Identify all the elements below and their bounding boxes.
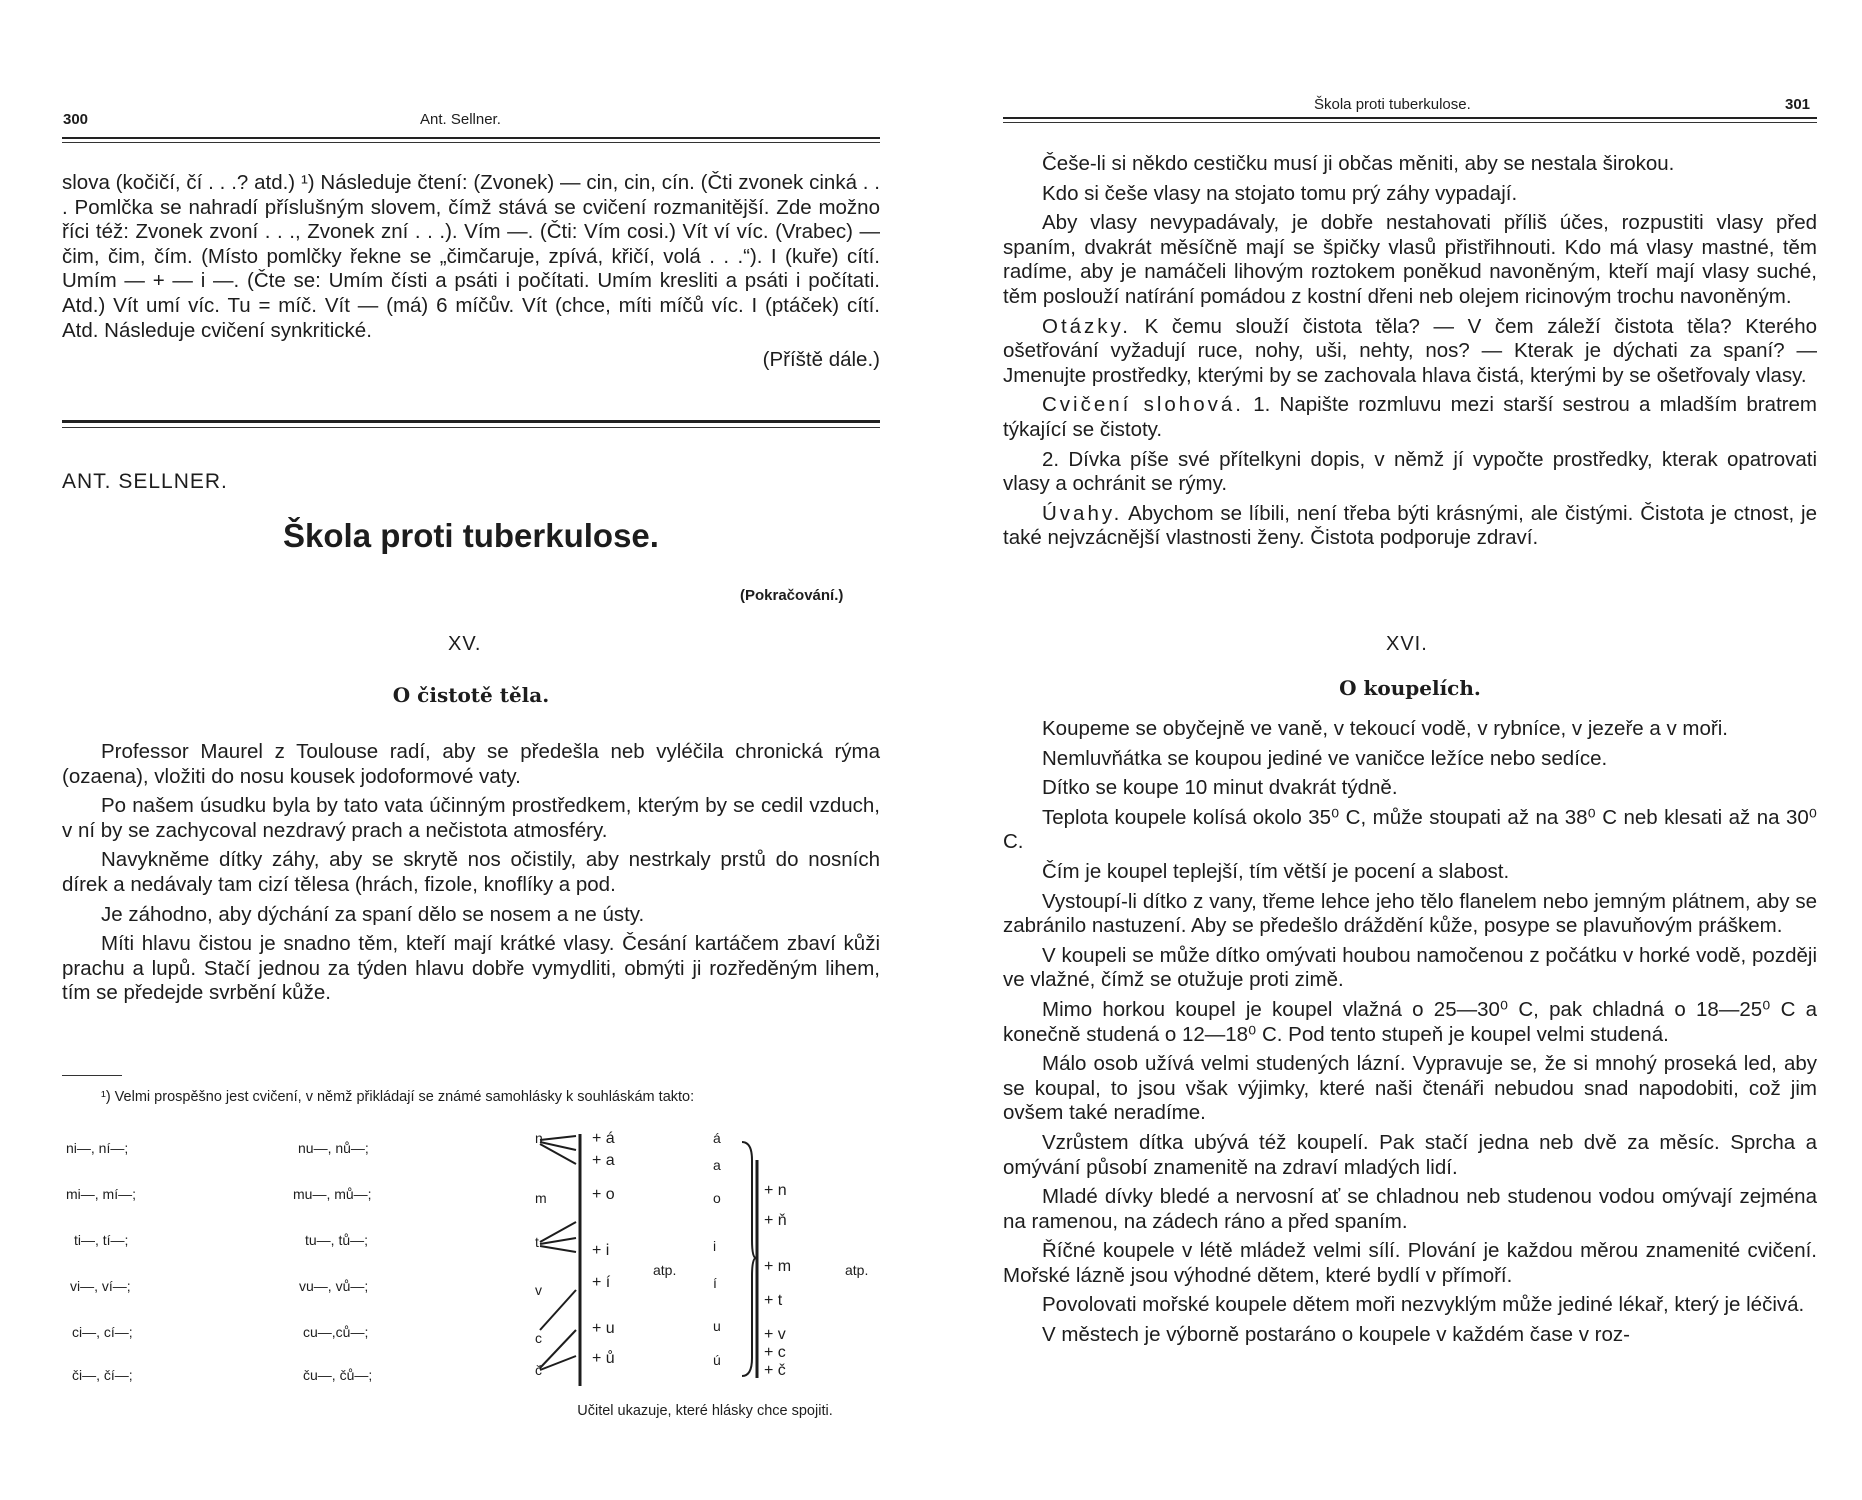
right-page xyxy=(931,0,1862,1500)
paragraph: Professor Maurel z Toulouse radí, aby se předešla neb vyléčila chronická rýma (ozaena), vložiti do nosu kousek jodoformové vaty. xyxy=(62,740,880,788)
section-xv-continued xyxy=(1003,152,1817,556)
syllable-item: vu—, vů—; xyxy=(299,1278,369,1294)
paragraph: Po našem úsudku byla by tato vata účinným prostředkem, kterým by se cedil vzduch, v ní by se zachycoval nezdravý prach a nečistota atmosféry. xyxy=(62,794,880,842)
diagram-plus-vowel: + u xyxy=(592,1320,615,1337)
header-rule-right-thin xyxy=(1003,122,1817,123)
paragraph: V koupeli se může dítko omývati houbou namočenou z počátku v horké vodě, později ve vlažné, čímž se otužuje proti zimě. xyxy=(1003,943,1817,992)
diagram-consonant: c xyxy=(535,1330,542,1346)
paragraph: Říčné koupele v létě mládež velmi sílí. Plování je každou měrou znamenité cvičení. Mořské lázně jsou výhodné dětem, které bydlí v přímoří. xyxy=(1003,1239,1817,1287)
questions-paragraph xyxy=(1003,315,1817,389)
paragraph: Koupeme se obyčejně ve vaně, v tekoucí vodě, v rybníce, v jezeře a v moři. xyxy=(1042,717,1728,740)
diagram-plus-vowel: + a xyxy=(592,1152,615,1169)
diagram-atp: atp. xyxy=(845,1262,869,1278)
article-title: Škola proti tuberkulose. xyxy=(283,517,659,554)
paragraph: Teplota koupele kolísá okolo 35⁰ C, může stoupati až na 38⁰ C neb klesati až na 30⁰ C. xyxy=(1003,805,1817,854)
section-title-xv: O čistotě těla. xyxy=(392,683,550,707)
header-rule-left-thin xyxy=(62,142,880,143)
diagram-plus-consonant: + n xyxy=(764,1182,787,1199)
diagram-consonant: č xyxy=(535,1362,542,1378)
paragraph: Navykněme dítky záhy, aby se skrytě nos očistily, aby nestrkaly prstů do nosních dírek a nedávaly tam cizí tělesa (hrách, fizole, knoflíky a pod. xyxy=(62,848,880,896)
carry-over-paragraph: slova (kočičí, čí . . .? atd.) ¹) Následuje čtení: (Zvonek) — cin, cin, cín. (Čti zvonek cinká . . . Pomlčka se nahradí příslušným slovem, čímž stává se cvičení rozmanitější. Zde možno říci též: Zvonek zvoní . . ., Zvonek zní . . .). Vím —. (Čti: Vím cosi.) Vít ví víc. (Vrabec) — čim, čim, čím. (Místo pomlčky řekne se „čimčaruje, zpívá, křičí, volá . . .“). I (kuře) cítí. Umím — + — i —. (Čte se: Umím čísti a psáti i počítati. Umím kresliti a psáti i počítati. Atd.) Vít umí víc. Tu = míč. Vít — (má) 6 míčův. Vít (chce, míti míčů víc. I (ptáček) cítí. Atd. Následuje cvičení synkritické. xyxy=(62,171,880,342)
syllable-item: mu—, mů—; xyxy=(293,1186,372,1202)
diagram-vowel: í xyxy=(713,1275,717,1291)
article-divider-thin xyxy=(62,427,880,428)
syllable-item: ču—, čů—; xyxy=(303,1367,373,1383)
author-name: ANT. SELLNER. xyxy=(62,470,228,493)
paragraph: Mimo horkou koupel je koupel vlažná o 25—30⁰ C, pak chladná o 18—25⁰ C a konečně studená o 12—18⁰ C. Pod tento stupeň je koupel velmi studená. xyxy=(1003,997,1817,1046)
diagram-atp: atp. xyxy=(653,1262,677,1278)
paragraph: Mladé dívky bledé a nervosní ať se chladnou neb studenou vodou omývají zejména na ramenou, na zádech ráno a před spaním. xyxy=(1003,1185,1817,1233)
diagram-vowel: ú xyxy=(713,1352,721,1368)
diagram-vowel: i xyxy=(713,1238,717,1254)
paragraph: V městech je výborně postaráno o koupele v každém čase v roz- xyxy=(1042,1323,1630,1347)
section-xvi-body xyxy=(1003,717,1817,1353)
paragraph: Češe-li si někdo cestičku musí ji občas měniti, aby se nestala širokou. xyxy=(1042,152,1675,175)
paragraph: Čím je koupel teplejší, tím větší je pocení a slabost. xyxy=(1042,859,1510,883)
paragraph: Je záhodno, aby dýchání za spaní dělo se nosem a ne ústy. xyxy=(101,902,645,926)
diagram-vowel: a xyxy=(713,1157,721,1173)
diagram-consonant: n xyxy=(535,1130,543,1146)
syllable-item: ci—, cí—; xyxy=(72,1324,133,1340)
reflections-label: Úvahy. xyxy=(1042,501,1123,525)
paragraph: Kdo si češe vlasy na stojato tomu prý záhy vypadají. xyxy=(1042,181,1518,205)
running-head-left: Ant. Sellner. xyxy=(420,111,501,128)
footnote: ¹) Velmi prospěšno jest cvičení, v němž přikládají se známé samohlásky k souhláskám takto: xyxy=(101,1089,695,1105)
syllable-item: cu—,ců—; xyxy=(303,1324,369,1340)
diagram-consonant: m xyxy=(535,1190,547,1206)
questions-label: Otázky. xyxy=(1042,314,1131,338)
diagram-plus-consonant: + m xyxy=(764,1258,792,1275)
syllable-item: nu—, nů—; xyxy=(298,1140,369,1156)
diagram-consonant: t xyxy=(535,1234,539,1250)
header-rule-right xyxy=(1003,117,1817,119)
page-number-left: 300 xyxy=(63,111,89,128)
syllable-item: či—, čí—; xyxy=(72,1367,133,1383)
diagram-vowel: á xyxy=(713,1130,721,1146)
diagram-vowel: o xyxy=(713,1190,721,1206)
diagram-plus-vowel: + o xyxy=(592,1186,615,1203)
paragraph: Dítko se koupe 10 minut dvakrát týdně. xyxy=(1042,776,1398,800)
syllable-item: mi—, mí—; xyxy=(66,1186,136,1202)
diagram-plus-vowel: + ů xyxy=(592,1350,615,1367)
exercises-text: 1. Napište rozmluvu mezi starší sestrou a mladším bratrem týkající se čistoty. xyxy=(1003,393,1817,441)
header-rule-left xyxy=(62,137,880,139)
diagram-plus-vowel: + í xyxy=(592,1274,611,1291)
syllable-item: vi—, ví—; xyxy=(70,1278,131,1294)
section-number-xvi: XVI. xyxy=(1386,633,1428,655)
section-xv-body xyxy=(62,740,880,1011)
article-divider xyxy=(62,420,880,423)
section-title-xvi: O koupelích. xyxy=(1339,676,1481,700)
running-head-right: Škola proti tuberkulose. xyxy=(1314,96,1471,113)
exercises-paragraph xyxy=(1003,393,1817,442)
section-number-xv: XV. xyxy=(448,633,482,655)
paragraph: Málo osob užívá velmi studených lázní. Vypravuje se, že si mnohý proseká led, aby se koupal, to jsou však výjimky, které naši čtenáři nebudou snad napodobiti, což jim ovšem také neradíme. xyxy=(1003,1052,1817,1125)
diagram-plus-consonant: + t xyxy=(764,1292,783,1309)
questions-text: K čemu slouží čistota těla? — V čem záleží čistota těla? Kterého ošetřování vyžadují ruce, nohy, uši, nehty, nos? — Kterak je dýchati za spaní? — Jmenujte prostředky, kterými by se zachovala hlava čistá, kterými by se ošetřovaly vlasy. xyxy=(1003,314,1817,387)
reflections-text: Abychom se líbili, není třeba býti krásnými, ale čistými. Čistota je ctnost, je také nejvzácnější vlastnosti ženy. Čistota podporuje zdraví. xyxy=(1003,501,1817,550)
reflections-paragraph xyxy=(1003,502,1817,551)
diagram-plus-consonant: + č xyxy=(764,1362,786,1379)
carry-over-text xyxy=(62,171,880,373)
diagram-plus-vowel: + á xyxy=(592,1130,615,1147)
syllable-item: tu—, tů—; xyxy=(305,1232,369,1248)
paragraph: 2. Dívka píše své přítelkyni dopis, v němž jí vypočte prostředky, kterak opatrovati vlasy a ochránit se rýmy. xyxy=(1003,447,1817,496)
exercises-label: Cvičení slohová. xyxy=(1042,393,1244,417)
syllable-item: ni—, ní—; xyxy=(66,1140,129,1156)
paragraph: Aby vlasy nevypadávaly, je dobře nestahovati příliš účes, rozpustiti vlasy před spaním, dvakrát měsíčně mají se špičky vlasů přistřihnouti. Kdo má vlasy mastné, těm radíme, aby je namáčeli lihovým roztokem poněkud navoněným, kteří mají vlasy suché, těm poslouží natírání pomádou z kostní dřeni neb olejem ricinovým trochu navoněným. xyxy=(1003,211,1817,308)
paragraph: Vystoupí-li dítko z vany, třeme lehce jeho tělo flanelem nebo jemným plátnem, aby se zabránilo nastuzení. Aby se předešlo dráždění kůže, posype se plavuňovým práškem. xyxy=(1003,889,1817,938)
to-be-continued: (Příště dále.) xyxy=(762,348,880,372)
paragraph: Míti hlavu čistou je snadno těm, kteří mají krátké vlasy. Česání kartáčem zbaví kůži prachu a lupů. Stačí jednou za týden hlavu dobře vymydliti, obmýti ji rozředěným lihem, tím se předejde svrbění kůže. xyxy=(62,932,880,1005)
combination-diagram-lines xyxy=(520,1130,720,1390)
diagram-vowel: u xyxy=(713,1318,721,1334)
paragraph: Nemluvňátka se koupou jediné ve vaničce ležíce nebo sedíce. xyxy=(1042,746,1608,770)
diagram-plus-consonant: + ň xyxy=(764,1212,787,1229)
diagram-plus-consonant: + c xyxy=(764,1344,786,1361)
diagram-plus-consonant: + v xyxy=(764,1326,786,1343)
diagram-plus-vowel: + i xyxy=(592,1242,610,1259)
footnote-separator xyxy=(62,1075,122,1076)
syllable-item: ti—, tí—; xyxy=(74,1232,129,1248)
page-number-right: 301 xyxy=(1785,96,1811,113)
diagram-consonant: v xyxy=(535,1282,542,1298)
diagram-caption: Učitel ukazuje, které hlásky chce spojiti. xyxy=(577,1403,833,1419)
paragraph: Vzrůstem dítka ubývá též koupelí. Pak stačí jedna neb dvě za měsíc. Sprcha a omývání působí znamenitě na zdraví mladých lidí. xyxy=(1003,1130,1817,1179)
paragraph: Povolovati mořské koupele dětem moři nezvyklým může jediné lékař, který je léčivá. xyxy=(1042,1293,1805,1317)
diagram-right-bar xyxy=(754,1160,762,1380)
continuation-note: (Pokračování.) xyxy=(740,587,844,604)
